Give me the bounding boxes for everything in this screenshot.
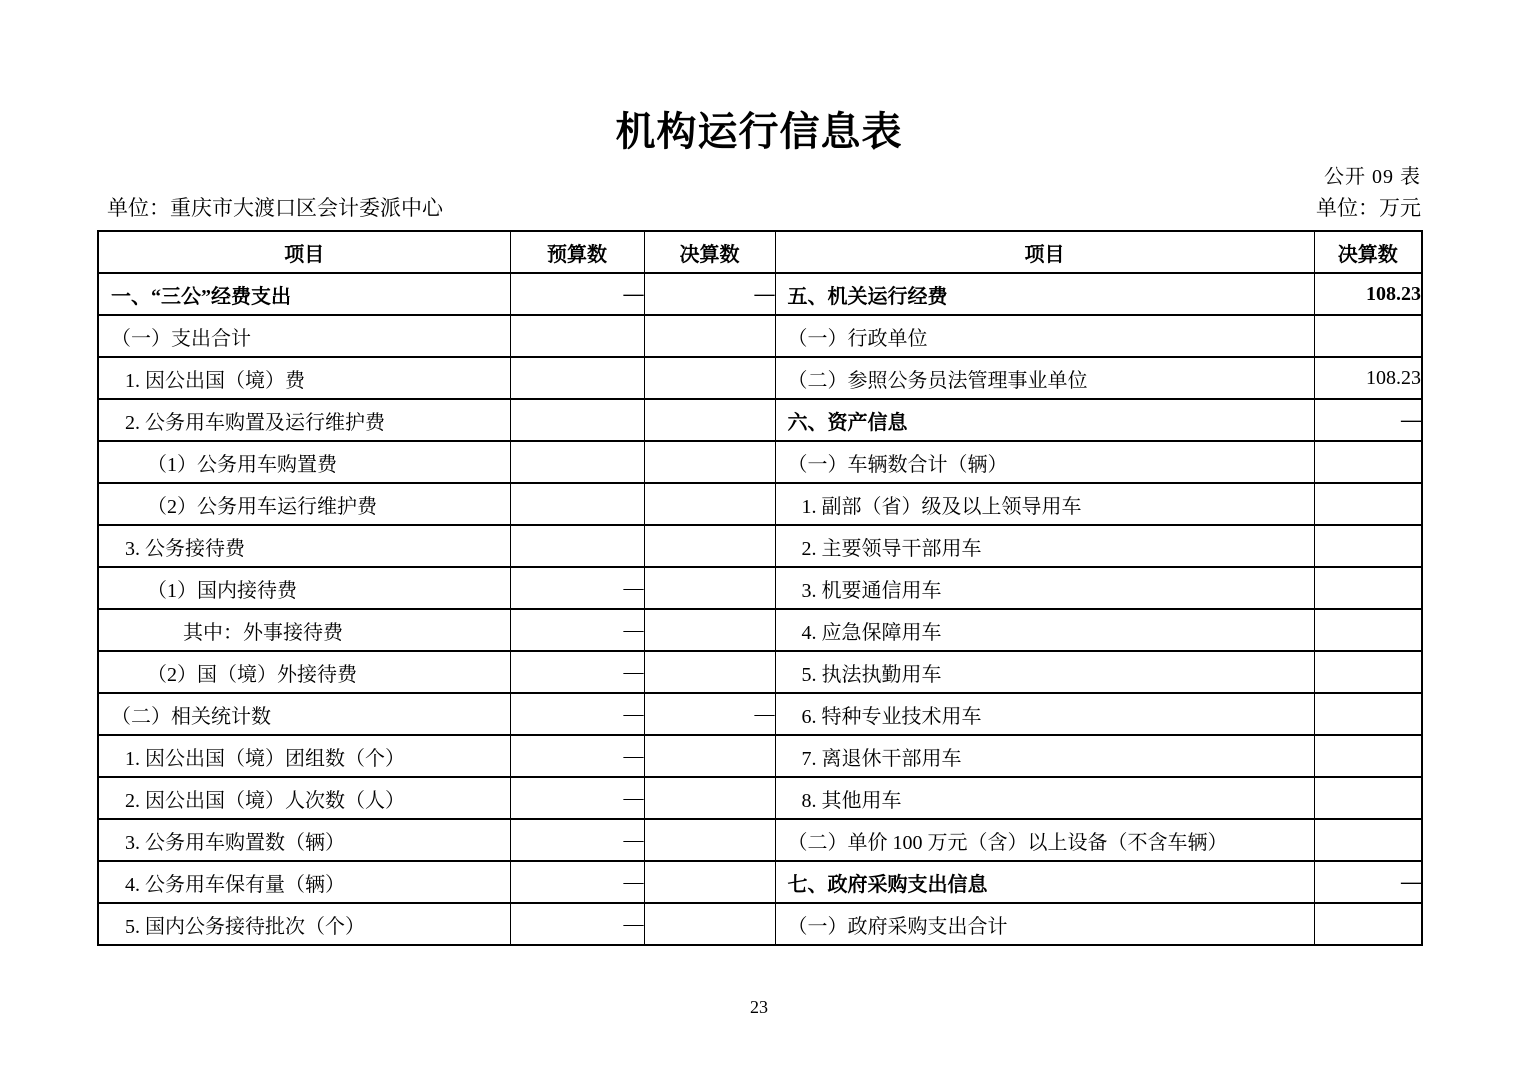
item-cell-right: 五、机关运行经费 — [775, 273, 1314, 315]
item-cell-left: （1）公务用车购置费 — [98, 441, 510, 483]
item-cell-right: （一）行政单位 — [775, 315, 1314, 357]
header-budget: 预算数 — [510, 231, 644, 273]
header-final-right: 决算数 — [1314, 231, 1422, 273]
header-item-right: 项目 — [775, 231, 1314, 273]
item-cell-right: 8. 其他用车 — [775, 777, 1314, 819]
table-row — [98, 609, 1422, 651]
unit-name-left: 单位：重庆市大渡口区会计委派中心 — [107, 196, 443, 220]
item-cell-right: 7. 离退休干部用车 — [775, 735, 1314, 777]
table-row — [98, 441, 1422, 483]
page-number: 23 — [750, 997, 768, 1017]
item-cell-right: （二）单价 100 万元（含）以上设备（不含车辆） — [775, 819, 1314, 861]
item-cell-left: （一）支出合计 — [98, 315, 510, 357]
final-cell-left — [644, 567, 775, 609]
budget-cell: — — [510, 777, 644, 819]
table-row — [98, 861, 1422, 903]
item-cell-left: 2. 公务用车购置及运行维护费 — [98, 399, 510, 441]
table-row — [98, 357, 1422, 399]
item-cell-left: 5. 国内公务接待批次（个） — [98, 903, 510, 945]
item-cell-right: 3. 机要通信用车 — [775, 567, 1314, 609]
final-cell-left — [644, 441, 775, 483]
table-row — [98, 819, 1422, 861]
final-cell-left — [644, 525, 775, 567]
item-cell-left: 一、“三公”经费支出 — [98, 273, 510, 315]
item-cell-right: （二）参照公务员法管理事业单位 — [775, 357, 1314, 399]
budget-cell — [510, 357, 644, 399]
budget-cell — [510, 399, 644, 441]
item-cell-left: 2. 因公出国（境）人次数（人） — [98, 777, 510, 819]
budget-cell: — — [510, 819, 644, 861]
final-cell-right — [1314, 819, 1422, 861]
table-label: 公开 09 表 — [1324, 166, 1421, 188]
final-cell-right — [1314, 315, 1422, 357]
final-cell-right — [1314, 777, 1422, 819]
final-cell-left — [644, 357, 775, 399]
unit-row — [107, 192, 1421, 222]
final-cell-left: — — [644, 693, 775, 735]
table-row — [98, 483, 1422, 525]
item-cell-right: （一）车辆数合计（辆） — [775, 441, 1314, 483]
budget-cell: — — [510, 651, 644, 693]
table-row — [98, 735, 1422, 777]
item-cell-right: 七、政府采购支出信息 — [775, 861, 1314, 903]
final-cell-right — [1314, 651, 1422, 693]
final-cell-right — [1314, 735, 1422, 777]
item-cell-left: 其中：外事接待费 — [98, 609, 510, 651]
header-final-left: 决算数 — [644, 231, 775, 273]
budget-cell — [510, 315, 644, 357]
item-cell-left: （2）公务用车运行维护费 — [98, 483, 510, 525]
item-cell-right: 6. 特种专业技术用车 — [775, 693, 1314, 735]
final-cell-left — [644, 903, 775, 945]
item-cell-right: （一）政府采购支出合计 — [775, 903, 1314, 945]
table-row — [98, 273, 1422, 315]
item-cell-right: 4. 应急保障用车 — [775, 609, 1314, 651]
unit-name-right: 单位：万元 — [1316, 196, 1421, 220]
budget-cell: — — [510, 861, 644, 903]
table-body — [98, 273, 1422, 945]
item-cell-right: 5. 执法执勤用车 — [775, 651, 1314, 693]
item-cell-left: 4. 公务用车保有量（辆） — [98, 861, 510, 903]
final-cell-left — [644, 819, 775, 861]
final-cell-left: — — [644, 273, 775, 315]
item-cell-left: （1）国内接待费 — [98, 567, 510, 609]
final-cell-right: — — [1314, 861, 1422, 903]
final-cell-right — [1314, 693, 1422, 735]
table-row — [98, 777, 1422, 819]
final-cell-right — [1314, 441, 1422, 483]
table-row — [98, 525, 1422, 567]
table-row — [98, 315, 1422, 357]
final-cell-left — [644, 483, 775, 525]
budget-cell — [510, 483, 644, 525]
budget-cell: — — [510, 273, 644, 315]
final-cell-right — [1314, 609, 1422, 651]
table-row — [98, 567, 1422, 609]
operation-info-table — [97, 230, 1423, 946]
final-cell-right — [1314, 483, 1422, 525]
budget-cell: — — [510, 903, 644, 945]
table-header-row — [98, 231, 1422, 273]
final-cell-left — [644, 651, 775, 693]
budget-cell — [510, 525, 644, 567]
final-cell-left — [644, 609, 775, 651]
item-cell-left: （二）相关统计数 — [98, 693, 510, 735]
item-cell-right: 1. 副部（省）级及以上领导用车 — [775, 483, 1314, 525]
budget-cell: — — [510, 693, 644, 735]
item-cell-left: 3. 公务接待费 — [98, 525, 510, 567]
final-cell-left — [644, 777, 775, 819]
final-cell-left — [644, 315, 775, 357]
item-cell-left: 1. 因公出国（境）费 — [98, 357, 510, 399]
final-cell-right: 108.23 — [1314, 357, 1422, 399]
budget-cell: — — [510, 567, 644, 609]
item-cell-right: 2. 主要领导干部用车 — [775, 525, 1314, 567]
final-cell-right — [1314, 567, 1422, 609]
item-cell-left: 1. 因公出国（境）团组数（个） — [98, 735, 510, 777]
final-cell-right: — — [1314, 399, 1422, 441]
budget-cell: — — [510, 609, 644, 651]
final-cell-right: 108.23 — [1314, 273, 1422, 315]
final-cell-right — [1314, 903, 1422, 945]
budget-cell — [510, 441, 644, 483]
item-cell-left: 3. 公务用车购置数（辆） — [98, 819, 510, 861]
table-row — [98, 693, 1422, 735]
table-row — [98, 651, 1422, 693]
final-cell-left — [644, 399, 775, 441]
final-cell-right — [1314, 525, 1422, 567]
page-title: 机构运行信息表 — [615, 110, 903, 154]
item-cell-right: 六、资产信息 — [775, 399, 1314, 441]
final-cell-left — [644, 735, 775, 777]
budget-cell: — — [510, 735, 644, 777]
table-row — [98, 903, 1422, 945]
header-item-left: 项目 — [98, 231, 510, 273]
item-cell-left: （2）国（境）外接待费 — [98, 651, 510, 693]
final-cell-left — [644, 861, 775, 903]
table-row — [98, 399, 1422, 441]
